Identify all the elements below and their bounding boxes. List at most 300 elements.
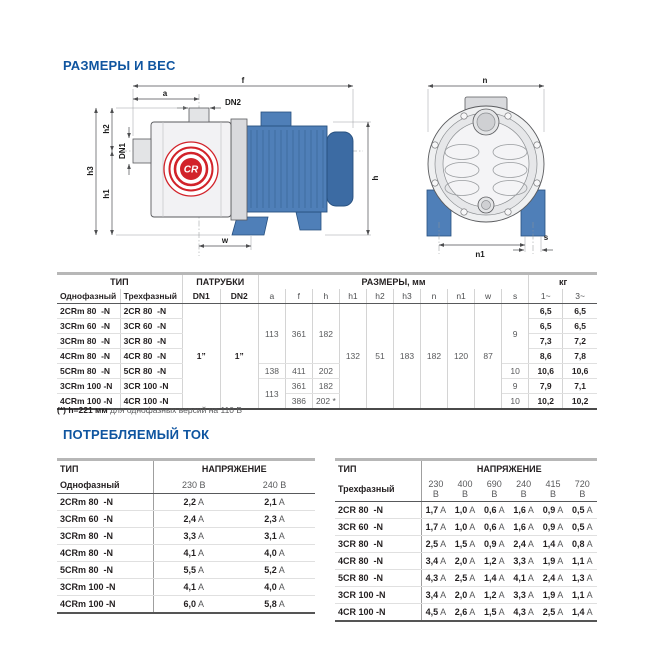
current-value: 0,5: [572, 522, 585, 532]
column-header: f: [285, 289, 312, 304]
current-cell: [480, 604, 509, 622]
current-value: 4,3: [425, 573, 439, 583]
voltage-header: 230 В: [421, 477, 450, 502]
column-header: h3: [393, 289, 420, 304]
cell: 8,6: [529, 349, 563, 364]
phase-header: Трехфазный: [335, 477, 421, 502]
subheader-row: [335, 477, 597, 502]
current-cell: [450, 553, 479, 570]
dim-label-n: n: [482, 76, 488, 85]
cell: 182: [421, 304, 448, 410]
current-value: 2,1: [264, 497, 277, 507]
pump-type-cell: 4CRm 100 -N: [57, 596, 153, 614]
current-unit: A: [276, 531, 285, 541]
current-cell: [234, 494, 315, 511]
cell: 113: [258, 304, 285, 364]
column-header: h1: [339, 289, 366, 304]
current-cell: [421, 553, 450, 570]
column-header: 1~: [529, 289, 563, 304]
current-unit: A: [276, 548, 285, 558]
cell: 1”: [182, 304, 220, 410]
current-cell: [153, 596, 234, 614]
current-value: 2,0: [454, 590, 468, 600]
pump-type-cell: 3CRm 100 -N: [57, 579, 153, 596]
table-row: [57, 494, 315, 511]
header-row: [57, 460, 315, 478]
current-unit: A: [584, 607, 593, 617]
cell: 6,5: [529, 319, 563, 334]
cell: 4CRm 80 -N: [57, 349, 120, 364]
dim-label-dn2: DN2: [225, 98, 242, 107]
cell: 4CRm 100 -N: [57, 394, 120, 410]
cell: 6,5: [563, 319, 597, 334]
current-value: 2,4: [513, 539, 526, 549]
voltage-header: 400 В: [450, 477, 479, 502]
current-unit: A: [496, 539, 505, 549]
current-cell: [568, 587, 597, 604]
cell: 386: [285, 394, 312, 410]
current-value: 6,0: [183, 599, 196, 609]
cell: 3CR 60 -N: [120, 319, 182, 334]
group-header: ПАТРУБКИ: [182, 274, 258, 290]
current-value: 5,5: [183, 565, 196, 575]
current-unit: A: [584, 573, 593, 583]
current-unit: A: [496, 556, 505, 566]
current-cell: [509, 604, 538, 622]
current-unit: A: [496, 505, 505, 515]
current-value: 1,5: [454, 539, 468, 549]
current-cell: [568, 570, 597, 587]
current-unit: A: [438, 539, 447, 549]
current-value: 2,4: [183, 514, 196, 524]
cr-logo-text: CR: [183, 164, 199, 176]
current-value: 1,3: [572, 573, 585, 583]
current-cell: [509, 553, 538, 570]
current-value: 1,1: [572, 590, 585, 600]
current-value: 1,0: [454, 505, 468, 515]
current-unit: A: [584, 590, 593, 600]
current-value: 1,7: [425, 522, 439, 532]
current-cell: [234, 562, 315, 579]
cell: 183: [393, 304, 420, 410]
cell: 3CRm 60 -N: [57, 319, 120, 334]
current-value: 2,5: [425, 539, 439, 549]
current-cell: [421, 519, 450, 536]
current-unit: A: [584, 539, 593, 549]
current-value: 0,9: [542, 522, 556, 532]
current-value: 1,4: [542, 539, 556, 549]
current-unit: A: [196, 531, 205, 541]
voltage-header: 240 В: [509, 477, 538, 502]
cell: 9: [502, 304, 529, 364]
pump-type-cell: 3CRm 60 -N: [57, 511, 153, 528]
current-unit: A: [276, 565, 285, 575]
current-cell: [538, 570, 567, 587]
current-value: 5,8: [264, 599, 277, 609]
current-cell: [153, 545, 234, 562]
current-value: 4,1: [183, 548, 196, 558]
table-row: [57, 579, 315, 596]
dim-label-h: h: [371, 175, 380, 181]
current-unit: A: [584, 556, 593, 566]
current-value: 4,5: [425, 607, 439, 617]
column-header: w: [475, 289, 502, 304]
table-row: [335, 502, 597, 519]
current-cell: [450, 604, 479, 622]
table-row: [57, 511, 315, 528]
current-value: 0,9: [484, 539, 497, 549]
voltage-group-header: НАПРЯЖЕНИЕ: [476, 464, 542, 474]
current-value: 2,2: [183, 497, 196, 507]
three-phase-current-table: [335, 458, 597, 622]
pump-front-view: [427, 76, 553, 259]
current-cell: [234, 528, 315, 545]
cell: 6,5: [563, 304, 597, 319]
current-unit: A: [467, 607, 476, 617]
header-row: [335, 460, 597, 478]
current-cell: [421, 570, 450, 587]
group-header: РАЗМЕРЫ, мм: [258, 274, 528, 290]
current-unit: A: [525, 505, 534, 515]
current-cell: [480, 570, 509, 587]
current-unit: A: [276, 514, 285, 524]
current-unit: A: [467, 539, 476, 549]
current-unit: A: [438, 556, 447, 566]
cell: 3CR 80 -N: [120, 334, 182, 349]
cell: 7,1: [563, 379, 597, 394]
cell: 4CR 80 -N: [120, 349, 182, 364]
cell: 7,9: [529, 379, 563, 394]
pump-side-view: [86, 76, 380, 256]
table-row: [335, 587, 597, 604]
current-unit: A: [196, 514, 205, 524]
current-unit: A: [467, 590, 476, 600]
current-value: 2,5: [454, 573, 468, 583]
pump-technical-drawing: [85, 74, 615, 268]
current-value: 1,9: [542, 590, 556, 600]
voltage-header: 240 В: [234, 477, 315, 494]
current-cell: [450, 536, 479, 553]
current-cell: [538, 587, 567, 604]
current-unit: A: [525, 607, 534, 617]
current-cell: [568, 502, 597, 519]
cell: 2CR 80 -N: [120, 304, 182, 319]
cell: 6,5: [529, 304, 563, 319]
cell: 10,6: [529, 364, 563, 379]
cell: 7,2: [563, 334, 597, 349]
current-value: 4,0: [264, 548, 277, 558]
column-header: n1: [448, 289, 475, 304]
type-header: ТИП: [57, 460, 153, 478]
current-value: 3,4: [425, 556, 439, 566]
current-cell: [153, 511, 234, 528]
current-value: 3,1: [264, 531, 277, 541]
pump-type-cell: 4CRm 80 -N: [57, 545, 153, 562]
cell: 87: [475, 304, 502, 410]
cell: 2CRm 80 -N: [57, 304, 120, 319]
cell: 182: [312, 304, 339, 364]
dim-label-s: s: [543, 233, 549, 242]
current-cell: [568, 604, 597, 622]
column-header: n: [421, 289, 448, 304]
current-cell: [480, 502, 509, 519]
table-row: [335, 519, 597, 536]
table-row: [335, 604, 597, 622]
current-unit: A: [196, 565, 205, 575]
column-header: h2: [366, 289, 393, 304]
current-unit: A: [555, 590, 564, 600]
cell: 120: [448, 304, 475, 410]
cell: 361: [285, 304, 312, 364]
column-header: DN1: [182, 289, 220, 304]
current-cell: [568, 536, 597, 553]
header-row: [57, 274, 597, 290]
dim-label-f: f: [241, 76, 245, 85]
current-value: 3,3: [513, 556, 526, 566]
cell: 202: [312, 364, 339, 379]
current-unit: A: [467, 573, 476, 583]
cell: 361: [285, 379, 312, 394]
table-row: [57, 596, 315, 614]
current-unit: A: [496, 573, 505, 583]
footnote-rest: для однофазных версий на 110 В: [107, 405, 243, 415]
phase-header: Однофазный: [57, 477, 153, 494]
current-cell: [568, 553, 597, 570]
current-unit: A: [584, 522, 593, 532]
current-unit: A: [196, 497, 205, 507]
cell: 10,2: [529, 394, 563, 410]
pump-type-cell: 3CR 100 -N: [335, 587, 421, 604]
current-cell: [480, 536, 509, 553]
current-value: 0,6: [484, 505, 497, 515]
current-value: 2,3: [264, 514, 277, 524]
dim-label-w: w: [221, 236, 229, 245]
current-value: 3,3: [513, 590, 526, 600]
cell: 10,2: [571, 396, 589, 406]
current-value: 4,0: [264, 582, 277, 592]
column-header: s: [502, 289, 529, 304]
subheader-row: [57, 477, 315, 494]
current-unit: A: [555, 573, 564, 583]
current-unit: A: [438, 505, 447, 515]
voltage-header: 230 В: [153, 477, 234, 494]
table-row: [57, 379, 597, 394]
current-unit: A: [525, 573, 534, 583]
current-value: 4,1: [513, 573, 526, 583]
group-header: ТИП: [57, 274, 182, 290]
current-value: 1,6: [513, 505, 526, 515]
current-unit: A: [525, 539, 534, 549]
column-header: Трехфазный: [120, 289, 182, 304]
current-cell: [234, 596, 315, 614]
current-value: 1,2: [484, 590, 497, 600]
current-cell: [421, 587, 450, 604]
current-cell: [421, 536, 450, 553]
current-cell: [450, 502, 479, 519]
footnote-bold: (*) h=221 мм: [57, 405, 108, 415]
cell: 138: [258, 364, 285, 379]
single-phase-current-table: [57, 458, 315, 614]
table-row: [57, 528, 315, 545]
current-cell: [509, 536, 538, 553]
current-value: 0,8: [572, 539, 585, 549]
table-footnote: [57, 405, 242, 415]
cell: 1”: [220, 304, 258, 410]
cr-logo: [164, 142, 218, 196]
current-value: 3,4: [425, 590, 439, 600]
table-row: [57, 562, 315, 579]
current-section-title: ПОТРЕБЛЯЕМЫЙ ТОК: [63, 427, 210, 442]
current-cell: [538, 502, 567, 519]
table-row: [335, 570, 597, 587]
pump-type-cell: 5CRm 80 -N: [57, 562, 153, 579]
current-unit: A: [276, 599, 285, 609]
current-cell: [153, 579, 234, 596]
current-value: 1,4: [572, 607, 585, 617]
current-unit: A: [555, 607, 564, 617]
current-value: 2,4: [542, 573, 556, 583]
dim-label-n1: n1: [475, 250, 485, 259]
cell: 51: [366, 304, 393, 410]
cell: 10,6: [563, 364, 597, 379]
current-value: 0,5: [572, 505, 585, 515]
cell: 202 *: [312, 394, 339, 410]
cell: 7,3: [529, 334, 563, 349]
dimensions-table: [57, 272, 597, 410]
current-cell: [153, 494, 234, 511]
current-cell: [480, 587, 509, 604]
current-unit: A: [438, 573, 447, 583]
voltage-header: 415 В: [538, 477, 567, 502]
column-header: Однофазный: [57, 289, 120, 304]
table-row: [335, 553, 597, 570]
current-unit: A: [496, 590, 505, 600]
current-value: 4,1: [183, 582, 196, 592]
current-unit: A: [496, 607, 505, 617]
dim-label-dn1: DN1: [118, 142, 127, 160]
current-value: 3,3: [183, 531, 196, 541]
dim-label-h2: h2: [102, 124, 111, 134]
current-unit: A: [196, 599, 205, 609]
current-cell: [538, 519, 567, 536]
current-unit: A: [196, 548, 205, 558]
pump-type-cell: 2CR 80 -N: [335, 502, 421, 519]
current-unit: A: [467, 556, 476, 566]
column-header: a: [258, 289, 285, 304]
dim-label-h1: h1: [102, 189, 111, 199]
pump-type-cell: 3CR 80 -N: [335, 536, 421, 553]
current-cell: [234, 579, 315, 596]
current-value: 2,6: [454, 607, 468, 617]
cell: 3CR 100 -N: [120, 379, 182, 394]
current-cell: [509, 570, 538, 587]
table-row: [57, 304, 597, 319]
current-value: 2,5: [542, 607, 556, 617]
current-value: 1,6: [513, 522, 526, 532]
current-value: 1,5: [484, 607, 497, 617]
current-value: 1,2: [484, 556, 497, 566]
current-cell: [153, 562, 234, 579]
cell: 4CR 100 -N: [120, 394, 182, 410]
group-header: кг: [558, 277, 568, 287]
current-unit: A: [555, 505, 564, 515]
voltage-header: 720 В: [568, 477, 597, 502]
current-value: 1,0: [454, 522, 468, 532]
cell: 5CR 80 -N: [120, 364, 182, 379]
cell: 9: [502, 379, 529, 394]
column-header: h: [312, 289, 339, 304]
current-cell: [450, 519, 479, 536]
current-unit: A: [525, 556, 534, 566]
current-value: 1,1: [572, 556, 585, 566]
current-value: 1,4: [484, 573, 497, 583]
current-unit: A: [525, 522, 534, 532]
current-unit: A: [496, 522, 505, 532]
dimensions-section-title: РАЗМЕРЫ И ВЕС: [63, 58, 176, 73]
dim-label-h3: h3: [86, 166, 95, 176]
current-cell: [538, 536, 567, 553]
current-unit: A: [555, 556, 564, 566]
current-unit: A: [555, 522, 564, 532]
cell: 3CRm 100 -N: [57, 379, 120, 394]
current-cell: [450, 587, 479, 604]
current-cell: [480, 553, 509, 570]
current-unit: A: [438, 590, 447, 600]
table-row: [57, 364, 597, 379]
table-row: [335, 536, 597, 553]
current-unit: A: [584, 505, 593, 515]
current-unit: A: [438, 522, 447, 532]
current-unit: A: [438, 607, 447, 617]
current-unit: A: [196, 582, 205, 592]
current-unit: A: [467, 522, 476, 532]
cell: 132: [339, 304, 366, 410]
pump-type-cell: 3CR 60 -N: [335, 519, 421, 536]
cell: 10: [502, 394, 529, 410]
current-cell: [421, 604, 450, 622]
cell: 10: [502, 364, 529, 379]
current-cell: [509, 502, 538, 519]
current-cell: [234, 545, 315, 562]
current-unit: A: [467, 505, 476, 515]
current-cell: [450, 570, 479, 587]
cell: 3CRm 80 -N: [57, 334, 120, 349]
current-value: 0,6: [484, 522, 497, 532]
current-value: 5,2: [264, 565, 277, 575]
current-cell: [568, 519, 597, 536]
column-header: 3~: [563, 289, 597, 304]
type-header: ТИП: [335, 460, 421, 478]
subheader-row: [57, 289, 597, 304]
current-cell: [480, 519, 509, 536]
cell: 7,8: [563, 349, 597, 364]
current-cell: [153, 528, 234, 545]
column-header: DN2: [220, 289, 258, 304]
current-value: 4,3: [513, 607, 526, 617]
current-cell: [538, 604, 567, 622]
current-value: 1,7: [425, 505, 439, 515]
voltage-header: 690 В: [480, 477, 509, 502]
pump-type-cell: 2CRm 80 -N: [57, 494, 153, 511]
dim-label-a: a: [162, 89, 168, 98]
current-cell: [538, 553, 567, 570]
cell: 113: [258, 379, 285, 410]
pump-type-cell: 5CR 80 -N: [335, 570, 421, 587]
pump-type-cell: 3CRm 80 -N: [57, 528, 153, 545]
pump-type-cell: 4CR 100 -N: [335, 604, 421, 622]
current-cell: [509, 519, 538, 536]
current-cell: [509, 587, 538, 604]
